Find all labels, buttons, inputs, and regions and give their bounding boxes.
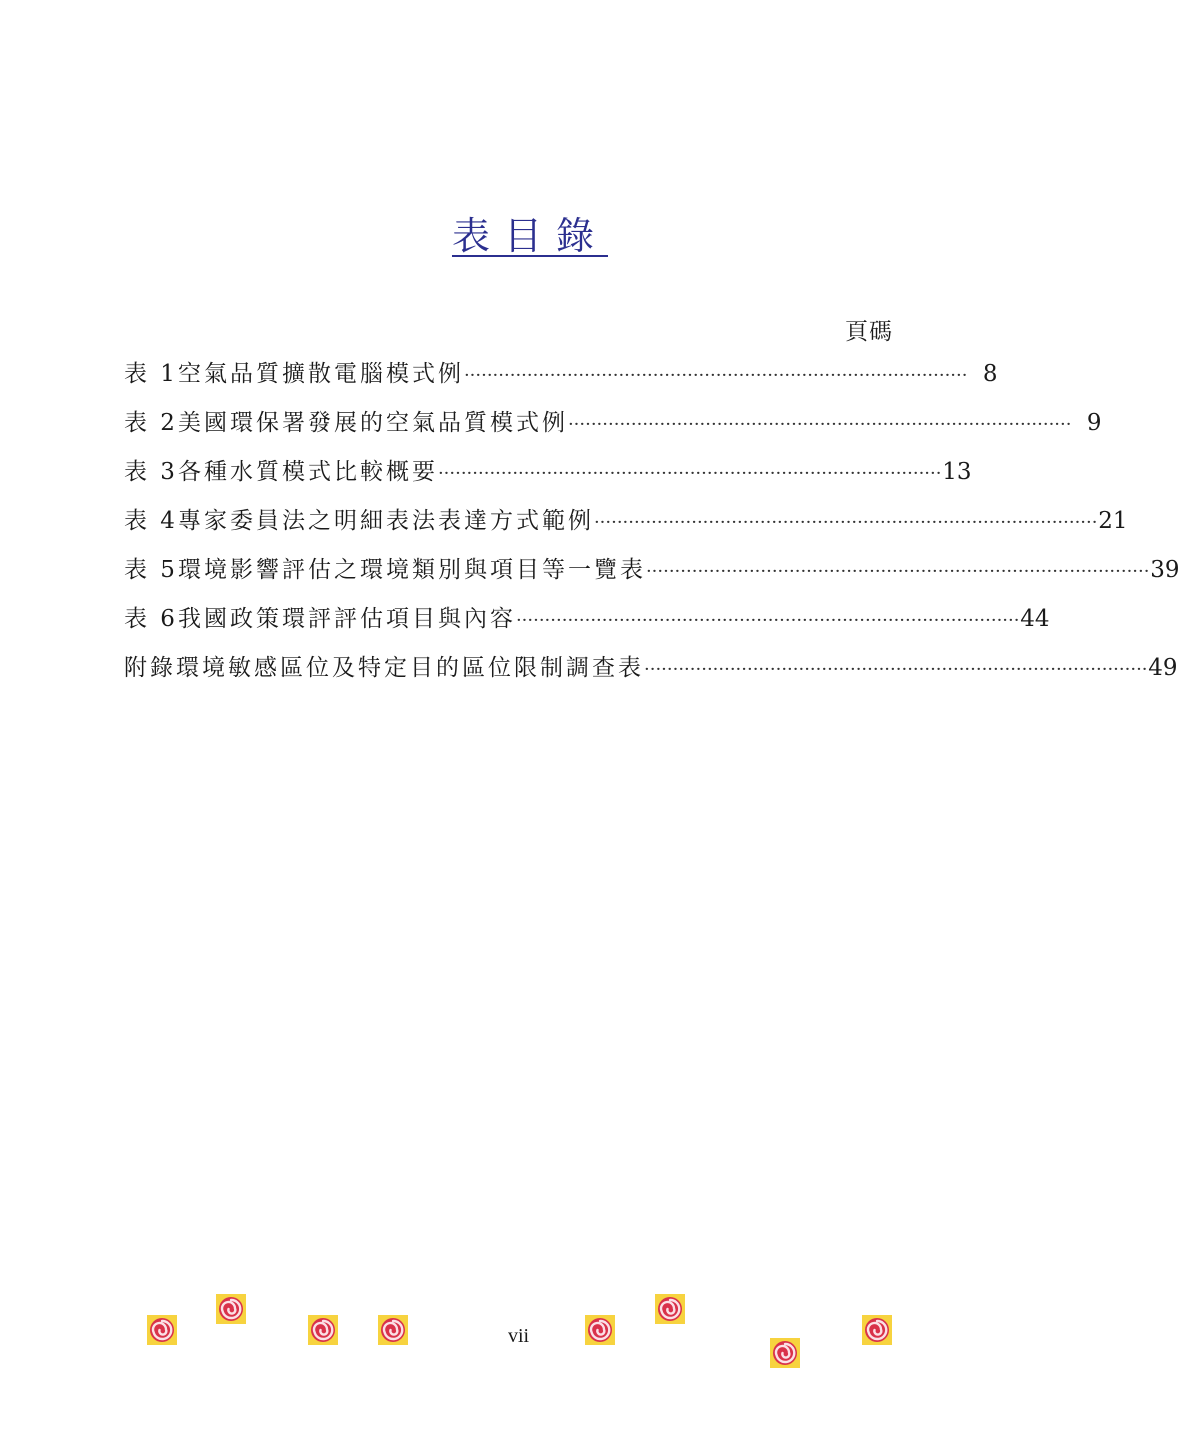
toc-entry[interactable] bbox=[124, 502, 1128, 551]
entry-page-number: 9 bbox=[1086, 410, 1102, 436]
entry-label: 表 2 bbox=[124, 410, 178, 436]
page-title: 表目錄 bbox=[451, 214, 608, 258]
entry-label: 表 5 bbox=[124, 557, 178, 583]
entry-title: 環境敏感區位及特定目的區位限制調查表 bbox=[176, 655, 644, 681]
toc-entry[interactable] bbox=[124, 404, 1102, 453]
toc-entry[interactable] bbox=[124, 600, 1050, 649]
entry-page-number: 21 bbox=[1098, 508, 1128, 534]
entry-label: 表 1 bbox=[124, 361, 178, 387]
dot-leader: ························································································ bbox=[463, 365, 968, 386]
entry-title: 專家委員法之明細表法表達方式範例 bbox=[177, 508, 594, 534]
swirl-icon bbox=[655, 1294, 685, 1324]
entry-title: 環境影響評估之環境類別與項目等一覽表 bbox=[177, 557, 646, 583]
swirl-icon bbox=[770, 1338, 800, 1368]
table-of-tables bbox=[124, 355, 1179, 698]
entry-title: 空氣品質擴散電腦模式例 bbox=[177, 361, 464, 387]
dot-leader: ························································································ bbox=[515, 610, 1020, 631]
dot-leader: ························································································ bbox=[644, 659, 1148, 680]
entry-title: 美國環保署發展的空氣品質模式例 bbox=[177, 410, 568, 436]
entry-title: 各種水質模式比較概要 bbox=[177, 459, 438, 485]
entry-title: 我國政策環評評估項目與內容 bbox=[177, 606, 516, 632]
entry-page-number: 44 bbox=[1020, 606, 1050, 632]
toc-entry[interactable] bbox=[124, 453, 972, 502]
entry-page-number: 13 bbox=[942, 459, 972, 485]
toc-entry[interactable] bbox=[124, 551, 1179, 600]
dot-leader: ························································································ bbox=[645, 561, 1150, 582]
entry-page-number: 49 bbox=[1148, 655, 1178, 681]
toc-entry[interactable] bbox=[124, 355, 998, 404]
footer-page-number: vii bbox=[508, 1325, 530, 1347]
entry-page-number: 8 bbox=[982, 361, 998, 387]
swirl-icon bbox=[147, 1315, 177, 1345]
dot-leader: ························································································ bbox=[437, 463, 942, 484]
page-column-label: 頁碼 bbox=[845, 319, 893, 345]
entry-label: 表 3 bbox=[124, 459, 178, 485]
dot-leader: ························································································ bbox=[593, 512, 1098, 533]
swirl-icon bbox=[378, 1315, 408, 1345]
entry-label: 表 6 bbox=[124, 606, 178, 632]
swirl-icon bbox=[585, 1315, 615, 1345]
swirl-icon bbox=[308, 1315, 338, 1345]
entry-label: 表 4 bbox=[124, 508, 178, 534]
swirl-icon bbox=[216, 1294, 246, 1324]
swirl-icon bbox=[862, 1315, 892, 1345]
entry-page-number: 39 bbox=[1150, 557, 1179, 583]
toc-entry[interactable] bbox=[124, 649, 1178, 698]
dot-leader: ························································································ bbox=[567, 414, 1072, 435]
entry-label: 附錄 bbox=[124, 655, 176, 681]
